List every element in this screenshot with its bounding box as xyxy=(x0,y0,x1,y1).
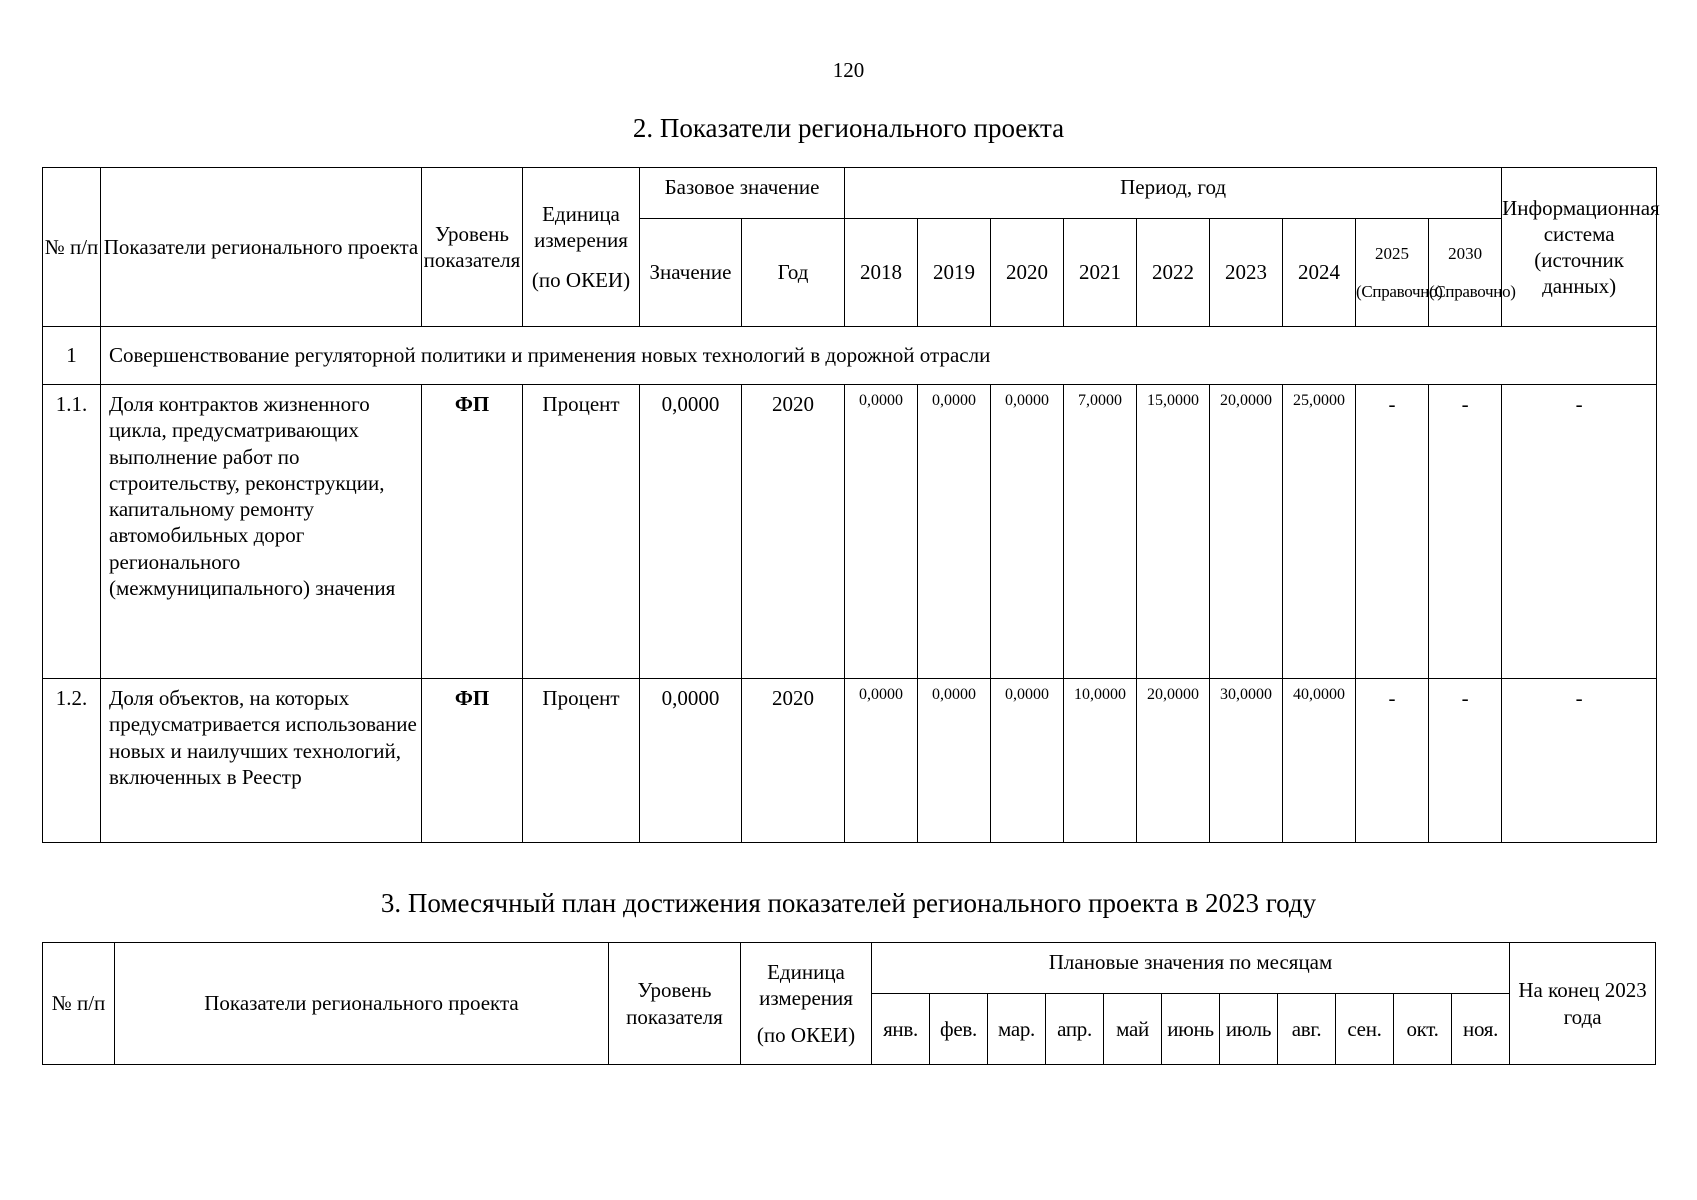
header-year-2030-label: 2030 xyxy=(1448,244,1483,264)
header-year-end: На конец 2023 года xyxy=(1510,943,1656,1065)
header-year: 2020 xyxy=(991,219,1064,327)
row-num: 1.2. xyxy=(43,679,101,843)
header-month: апр. xyxy=(1046,994,1104,1065)
header-month: ноя. xyxy=(1452,994,1510,1065)
row-value-2018: 0,0000 xyxy=(845,385,918,679)
indicators-table xyxy=(42,167,1660,843)
header-year: 2024 xyxy=(1283,219,1356,327)
row-base-value: 0,0000 xyxy=(640,385,742,679)
row-value-2018: 0,0000 xyxy=(845,679,918,843)
header-period: Период, год xyxy=(845,168,1502,219)
header-base-value: Значение xyxy=(640,219,742,327)
header-year: 2018 xyxy=(845,219,918,327)
group-row xyxy=(43,327,1657,385)
header-month: июнь xyxy=(1162,994,1220,1065)
row-unit: Процент xyxy=(523,385,640,679)
page-number: 120 xyxy=(832,58,865,82)
group-num: 1 xyxy=(43,327,101,385)
row-level: ФП xyxy=(422,385,523,679)
header-base: Базовое значение xyxy=(640,168,845,219)
row-num: 1.1. xyxy=(43,385,101,679)
row-unit: Процент xyxy=(523,679,640,843)
header-month: окт. xyxy=(1394,994,1452,1065)
header-month: авг. xyxy=(1278,994,1336,1065)
header-reference-note: (Справочно) xyxy=(1356,281,1443,301)
group-title: Совершенствование регуляторной политики и применения новых технологий в дорожной отрасли xyxy=(101,327,1657,385)
header-indicator: Показатели регионального проекта xyxy=(101,168,422,327)
row-value-2025: - xyxy=(1356,679,1429,843)
row-value-2019: 0,0000 xyxy=(918,679,991,843)
header-reference-note: (Справочно) xyxy=(1429,281,1516,301)
row-value-2022: 15,0000 xyxy=(1137,385,1210,679)
header-unit xyxy=(741,943,872,1065)
row-info: - xyxy=(1502,679,1657,843)
header-month: сен. xyxy=(1336,994,1394,1065)
row-indicator-name: Доля объектов, на которых предусматривается использование новых и наилучших технологий, включенных в Реестр xyxy=(101,679,422,843)
header-month: фев. xyxy=(930,994,988,1065)
row-info: - xyxy=(1502,385,1657,679)
header-year: 2021 xyxy=(1064,219,1137,327)
header-unit-line1: Единица измерения xyxy=(534,201,628,252)
header-base-year: Год xyxy=(742,219,845,327)
header-level: Уровень показателя xyxy=(609,943,741,1065)
row-base-year: 2020 xyxy=(742,385,845,679)
header-year-2025-label: 2025 xyxy=(1375,244,1410,264)
header-month: май xyxy=(1104,994,1162,1065)
header-unit xyxy=(523,168,640,327)
row-value-2024: 25,0000 xyxy=(1283,385,1356,679)
header-unit-line2: (по ОКЕИ) xyxy=(531,268,631,293)
header-unit-line2: (по ОКЕИ) xyxy=(756,1022,856,1047)
header-indicator: Показатели регионального проекта xyxy=(115,943,609,1065)
row-indicator-name: Доля контрактов жизненного цикла, предусматривающих выполнение работ по строительству, реконструкции, капитальному ремонту автомобильных дорог регионального (межмуниципального) значения xyxy=(101,385,422,679)
row-base-value: 0,0000 xyxy=(640,679,742,843)
table-row xyxy=(43,679,1657,843)
header-month: мар. xyxy=(988,994,1046,1065)
row-value-2021: 7,0000 xyxy=(1064,385,1137,679)
row-value-2030: - xyxy=(1429,385,1502,679)
monthly-plan-table xyxy=(42,942,1656,1065)
table-row xyxy=(43,385,1657,679)
header-month: июль xyxy=(1220,994,1278,1065)
row-value-2024: 40,0000 xyxy=(1283,679,1356,843)
row-value-2023: 30,0000 xyxy=(1210,679,1283,843)
header-level: Уровень показателя xyxy=(422,168,523,327)
section-3-title: 3. Помесячный план достижения показателей регионального проекта в 2023 году xyxy=(380,888,1317,918)
row-value-2021: 10,0000 xyxy=(1064,679,1137,843)
header-unit-line1: Единица измерения xyxy=(759,960,853,1011)
row-value-2030: - xyxy=(1429,679,1502,843)
header-year-2030 xyxy=(1429,219,1516,327)
header-year: 2023 xyxy=(1210,219,1283,327)
row-value-2020: 0,0000 xyxy=(991,679,1064,843)
header-planned-values: Плановые значения по месяцам xyxy=(872,943,1510,994)
section-2-title: 2. Показатели регионального проекта xyxy=(632,113,1065,143)
row-level: ФП xyxy=(422,679,523,843)
row-value-2025: - xyxy=(1356,385,1429,679)
row-base-year: 2020 xyxy=(742,679,845,843)
header-year-2025 xyxy=(1356,219,1443,327)
row-value-2023: 20,0000 xyxy=(1210,385,1283,679)
header-num: № п/п xyxy=(43,168,101,327)
row-value-2022: 20,0000 xyxy=(1137,679,1210,843)
header-info: Информационная система (источник данных) xyxy=(1502,168,1657,327)
header-month: янв. xyxy=(872,994,930,1065)
header-year: 2019 xyxy=(918,219,991,327)
header-year: 2022 xyxy=(1137,219,1210,327)
row-value-2019: 0,0000 xyxy=(918,385,991,679)
header-num: № п/п xyxy=(43,943,115,1065)
row-value-2020: 0,0000 xyxy=(991,385,1064,679)
